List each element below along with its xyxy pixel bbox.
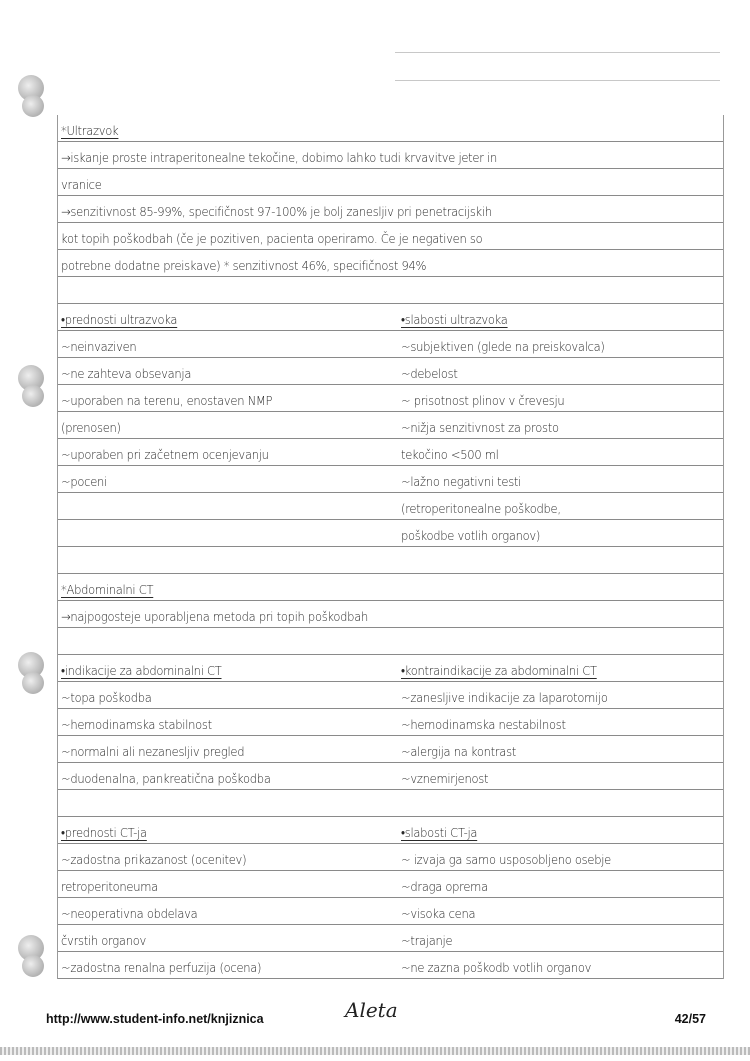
note-line — [58, 277, 723, 304]
note-text: (prenosen) — [61, 420, 121, 435]
note-text: ~visoka cena — [401, 906, 476, 921]
note-line — [58, 250, 723, 277]
note-text: →najpogosteje uporabljena metoda pri topih poškodbah — [61, 609, 368, 624]
note-text: →senzitivnost 85-99%, specifičnost 97-100% je bolj zanesljiv pri penetracijskih — [61, 204, 492, 219]
note-line — [58, 844, 723, 871]
note-text: ~zadostna renalna perfuzija (ocena) — [61, 960, 262, 975]
note-text: ~neoperativna obdelava — [61, 906, 198, 921]
note-text: ~uporaben na terenu, enostaven NMP — [61, 393, 273, 408]
note-line — [58, 196, 723, 223]
note-heading: •slabosti CT-ja — [401, 825, 478, 840]
note-heading: *Ultrazvok — [61, 123, 119, 138]
note-line — [58, 925, 723, 952]
note-line — [58, 655, 723, 682]
note-line — [58, 628, 723, 655]
note-text: ~ izvaja ga samo usposobljeno osebje — [401, 852, 611, 867]
note-line — [58, 952, 723, 979]
note-text: ~ne zahteva obsevanja — [61, 366, 192, 381]
note-heading: •slabosti ultrazvoka — [401, 312, 508, 327]
note-text: čvrstih organov — [61, 933, 146, 948]
note-text: ~uporaben pri začetnem ocenjevanju — [61, 447, 269, 462]
punch-hole-icon — [22, 385, 44, 407]
note-text: ~neinvaziven — [61, 339, 137, 354]
note-text: (retroperitonealne poškodbe, — [401, 501, 561, 516]
punch-hole-icon — [22, 95, 44, 117]
scan-edge — [0, 1047, 750, 1055]
note-line — [58, 547, 723, 574]
note-text: retroperitoneuma — [61, 879, 158, 894]
note-heading: •indikacije za abdominalni CT — [61, 663, 222, 678]
note-line — [58, 709, 723, 736]
note-text: poškodbe votlih organov) — [401, 528, 541, 543]
note-text: ~alergija na kontrast — [401, 744, 517, 759]
note-text: ~hemodinamska nestabilnost — [401, 717, 566, 732]
note-text: tekočino <500 ml — [401, 447, 499, 462]
note-text: kot topih poškodbah (če je pozitiven, pacienta operiramo. Če je negativen so — [61, 231, 483, 246]
note-text: ~normalni ali nezanesljiv pregled — [61, 744, 245, 759]
note-line — [58, 601, 723, 628]
note-text: ~nižja senzitivnost za prosto — [401, 420, 559, 435]
note-text: ~zadostna prikazanost (ocenitev) — [61, 852, 247, 867]
note-line — [58, 169, 723, 196]
note-line — [58, 223, 723, 250]
note-heading: •prednosti CT-ja — [61, 825, 147, 840]
note-line — [58, 520, 723, 547]
punch-hole-icon — [22, 955, 44, 977]
note-line — [58, 385, 723, 412]
note-text: ~trajanje — [401, 933, 453, 948]
notebook-page — [57, 115, 724, 979]
note-heading: •kontraindikacije za abdominalni CT — [401, 663, 597, 678]
footer-url[interactable]: http://www.student-info.net/knjiznica — [46, 1012, 264, 1026]
note-text: ~topa poškodba — [61, 690, 152, 705]
note-text: vranice — [61, 177, 102, 192]
note-line — [58, 871, 723, 898]
note-heading: *Abdominalni CT — [61, 582, 154, 597]
note-line — [58, 304, 723, 331]
note-text: ~vznemirjenost — [401, 771, 489, 786]
note-text: ~ne zazna poškodb votlih organov — [401, 960, 592, 975]
note-text: ~ prisotnost plinov v črevesju — [401, 393, 565, 408]
note-line — [58, 682, 723, 709]
note-line — [58, 466, 723, 493]
note-line — [58, 412, 723, 439]
note-line — [58, 331, 723, 358]
note-text: ~poceni — [61, 474, 107, 489]
note-text: ~lažno negativni testi — [401, 474, 522, 489]
punch-hole-icon — [22, 672, 44, 694]
note-line — [58, 358, 723, 385]
header-rule-1 — [395, 52, 720, 53]
note-heading: •prednosti ultrazvoka — [61, 312, 178, 327]
note-text: ~zanesljive indikacije za laparotomijo — [401, 690, 608, 705]
note-text: ~debelost — [401, 366, 458, 381]
note-text: ~duodenalna, pankreatična poškodba — [61, 771, 271, 786]
brand-logo: Aleta — [345, 998, 398, 1022]
note-text: ~subjektiven (glede na preiskovalca) — [401, 339, 605, 354]
note-line — [58, 790, 723, 817]
note-line — [58, 574, 723, 601]
note-line — [58, 817, 723, 844]
note-text: potrebne dodatne preiskave) * senzitivnost 46%, specifičnost 94% — [61, 258, 427, 273]
note-line — [58, 898, 723, 925]
note-text: ~draga oprema — [401, 879, 488, 894]
note-line — [58, 493, 723, 520]
note-text: ~hemodinamska stabilnost — [61, 717, 212, 732]
note-line — [58, 115, 723, 142]
note-line — [58, 439, 723, 466]
header-rule-2 — [395, 80, 720, 81]
note-line — [58, 142, 723, 169]
note-line — [58, 736, 723, 763]
page-number: 42/57 — [674, 1012, 706, 1026]
note-text: →iskanje proste intraperitonealne tekočine, dobimo lahko tudi krvavitve jeter in — [61, 150, 497, 165]
note-line — [58, 763, 723, 790]
